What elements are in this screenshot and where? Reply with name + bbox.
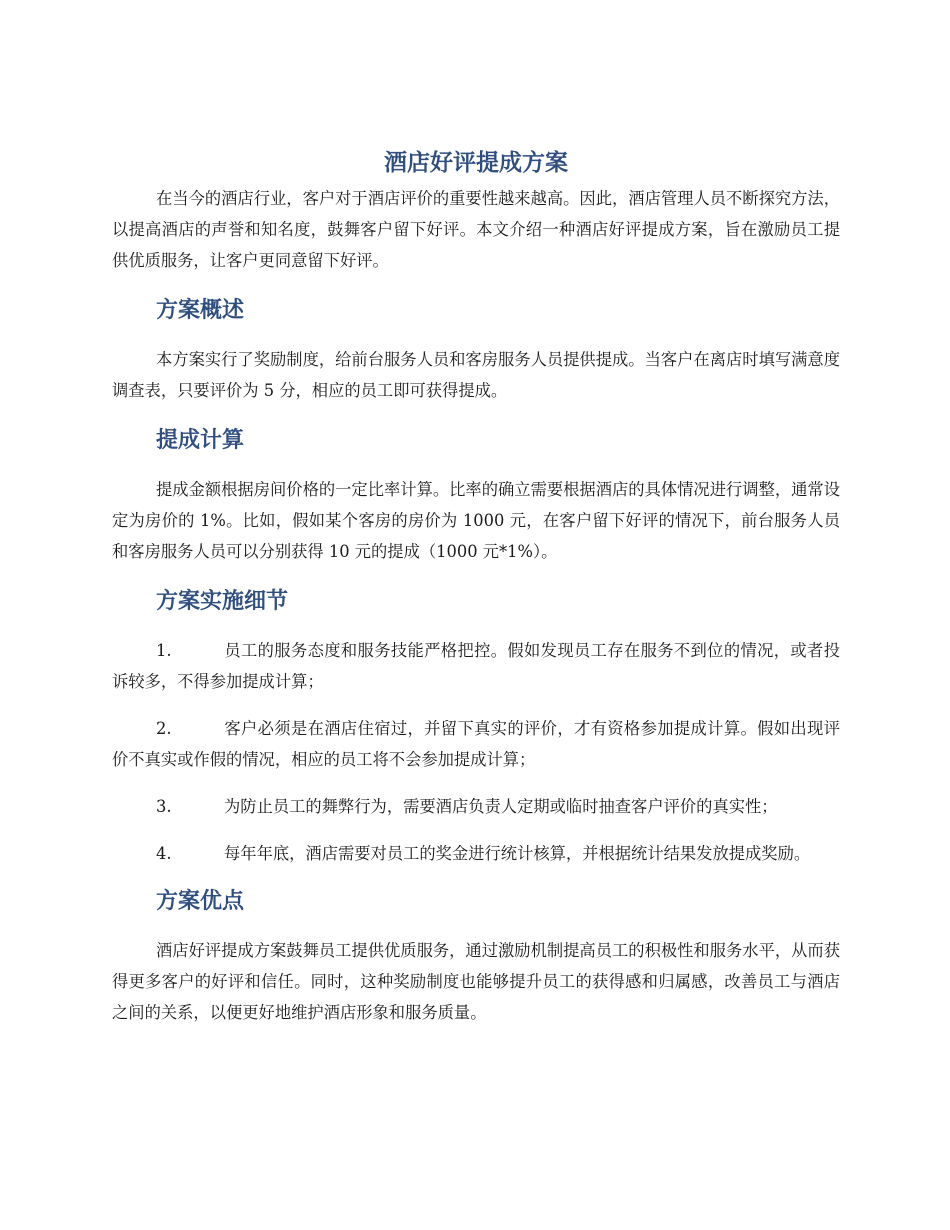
list-item — [112, 713, 840, 775]
details-list — [112, 635, 840, 869]
intro-paragraph: 在当今的酒店行业，客户对于酒店评价的重要性越来越高。因此，酒店管理人员不断探究方法，以提高酒店的声誉和知名度，鼓舞客户留下好评。本文介绍一种酒店好评提成方案，旨在激励员工提供优质服务，让客户更同意留下好评。 — [112, 189, 840, 270]
list-item-text: 员工的服务态度和服务技能严格把控。假如发现员工存在服务不到位的情况，或者投诉较多，不得参加提成计算； — [112, 641, 840, 691]
section-heading-calculation: 提成计算 — [156, 428, 245, 453]
list-item-number: 4. — [156, 844, 172, 863]
section-heading-details: 方案实施细节 — [156, 589, 289, 614]
list-item-text: 客户必须是在酒店住宿过，并留下真实的评价，才有资格参加提成计算。假如出现评价不真实或作假的情况，相应的员工将不会参加提成计算； — [112, 719, 840, 769]
list-item-number: 2. — [156, 719, 172, 738]
section-heading-overview: 方案概述 — [156, 298, 245, 323]
overview-paragraph: 本方案实行了奖励制度，给前台服务人员和客房服务人员提供提成。当客户在离店时填写满意度调查表，只要评价为 5 分，相应的员工即可获得提成。 — [112, 350, 840, 400]
list-item-number: 1. — [156, 641, 172, 660]
list-item-text: 为防止员工的舞弊行为，需要酒店负责人定期或临时抽查客户评价的真实性； — [224, 797, 778, 816]
list-item — [112, 635, 840, 697]
list-item — [112, 838, 840, 869]
section-heading-advantages: 方案优点 — [156, 889, 245, 914]
list-item-text: 每年年底，酒店需要对员工的奖金进行统计核算，并根据统计结果发放提成奖励。 — [224, 844, 811, 863]
list-item-number: 3. — [156, 797, 172, 816]
advantages-paragraph: 酒店好评提成方案鼓舞员工提供优质服务，通过激励机制提高员工的积极性和服务水平，从而获得更多客户的好评和信任。同时，这种奖励制度也能够提升员工的获得感和归属感，改善员工与酒店之间的关系，以便更好地维护酒店形象和服务质量。 — [112, 941, 840, 1022]
document-title: 酒店好评提成方案 — [384, 150, 568, 176]
document-body — [112, 143, 840, 1028]
list-item — [112, 791, 840, 822]
calculation-paragraph: 提成金额根据房间价格的一定比率计算。比率的确立需要根据酒店的具体情况进行调整，通常设定为房价的 1%。比如，假如某个客房的房价为 1000 元，在客户留下好评的情况下，前台服务人员和客房服务人员可以分别获得 10 元的提成（1000 元*1%）。 — [112, 480, 840, 561]
